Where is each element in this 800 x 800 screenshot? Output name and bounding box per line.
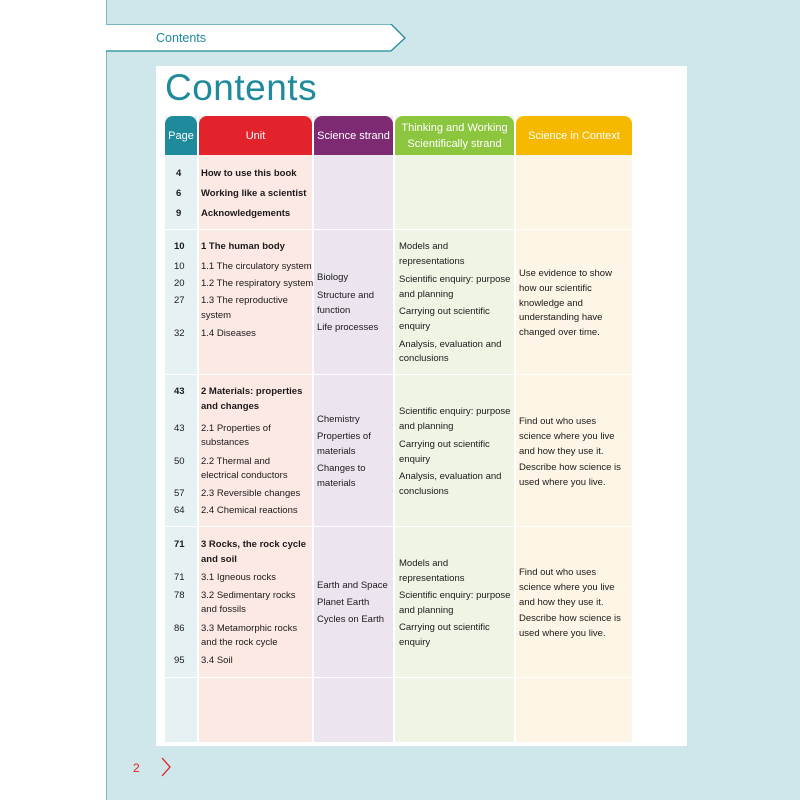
thinking-text: and planning — [399, 421, 454, 432]
topic-entry: 3.3 Metamorphic rocks — [201, 623, 298, 634]
page-number: 86 — [174, 623, 185, 634]
context-text: used where you live. — [519, 477, 606, 488]
header-thinking — [395, 116, 514, 155]
context-text: understanding have — [519, 312, 603, 323]
page-title: Contents — [165, 67, 318, 108]
page-number: 10 — [174, 261, 185, 272]
topic-entry: 2.4 Chemical reactions — [201, 505, 298, 516]
strand-text: materials — [317, 478, 356, 489]
strand-text: Planet Earth — [317, 597, 370, 608]
context-text: science where you live — [519, 582, 615, 593]
page-number: 43 — [174, 386, 185, 397]
context-text: science where you live — [519, 431, 615, 442]
page-number: 50 — [174, 456, 185, 467]
topic-entry: and fossils — [201, 604, 246, 615]
row-divider — [165, 526, 632, 527]
topic-entry: 3.1 Igneous rocks — [201, 572, 276, 583]
row-divider — [165, 229, 632, 230]
context-text: and how they use it. — [519, 446, 604, 457]
page-number: 27 — [174, 295, 185, 306]
page-number: 20 — [174, 278, 185, 289]
topic-entry: and the rock cycle — [201, 637, 278, 648]
section-tab-label: Contents — [156, 31, 207, 45]
topic-entry: electrical conductors — [201, 470, 288, 481]
topic-entry: 2.1 Properties of — [201, 423, 271, 434]
thinking-text: representations — [399, 573, 465, 584]
context-text: changed over time. — [519, 327, 600, 338]
thinking-text: Scientific enquiry: purpose — [399, 406, 511, 417]
page-number: 10 — [174, 241, 185, 252]
section-tab — [106, 24, 406, 52]
page-number: 4 — [176, 168, 182, 179]
column-bg-context — [516, 116, 632, 742]
strand-text: Earth and Space — [317, 580, 388, 591]
thinking-text: enquiry — [399, 637, 431, 648]
topic-entry: 2.3 Reversible changes — [201, 488, 301, 499]
context-text: Find out who uses — [519, 416, 597, 427]
header-thinking-line1: Thinking and Working — [401, 121, 508, 134]
thinking-text: conclusions — [399, 353, 449, 364]
row-divider — [165, 677, 632, 678]
topic-entry: 3.4 Soil — [201, 655, 233, 666]
topic-entry: 1.1 The circulatory system — [201, 261, 312, 272]
header-science-strand: Science strand — [314, 116, 393, 155]
footer-page-number: 2 — [133, 761, 140, 775]
thinking-text: Scientific enquiry: purpose — [399, 274, 511, 285]
strand-text: Cycles on Earth — [317, 614, 385, 625]
page-number: 6 — [176, 188, 182, 199]
contents-entry: How to use this book — [201, 168, 297, 179]
thinking-text: representations — [399, 256, 465, 267]
thinking-text: enquiry — [399, 321, 431, 332]
contents-entry: Acknowledgements — [201, 208, 291, 219]
thinking-text: and planning — [399, 605, 454, 616]
header-thinking-line2: Scientifically strand — [407, 137, 502, 150]
frame-edge-line — [106, 0, 107, 800]
context-text: Use evidence to show — [519, 268, 612, 279]
context-text: Describe how science is — [519, 613, 621, 624]
thinking-text: Analysis, evaluation and — [399, 471, 502, 482]
context-text: Find out who uses — [519, 567, 597, 578]
topic-entry: substances — [201, 437, 250, 448]
page-number: 95 — [174, 655, 185, 666]
thinking-text: Models and — [399, 241, 449, 252]
topic-entry: system — [201, 310, 232, 321]
unit-heading: and changes — [201, 401, 260, 412]
thinking-text: Scientific enquiry: purpose — [399, 590, 511, 601]
strand-text: Changes to — [317, 463, 366, 474]
strand-text: function — [317, 305, 351, 316]
contents-entry: Working like a scientist — [201, 188, 307, 199]
strand-text: Life processes — [317, 322, 379, 333]
strand-text: materials — [317, 446, 356, 457]
page-number: 64 — [174, 505, 185, 516]
topic-entry: 2.2 Thermal and — [201, 456, 271, 467]
topic-entry: 3.2 Sedimentary rocks — [201, 590, 296, 601]
page-number: 71 — [174, 572, 185, 583]
unit-heading: 3 Rocks, the rock cycle — [201, 539, 307, 550]
topic-entry: 1.2 The respiratory system — [201, 278, 314, 289]
unit-heading: and soil — [201, 554, 237, 565]
thinking-text: Carrying out scientific — [399, 439, 490, 450]
page-number: 43 — [174, 423, 185, 434]
thinking-text: and planning — [399, 289, 454, 300]
thinking-text: enquiry — [399, 454, 431, 465]
page-number: 71 — [174, 539, 185, 550]
thinking-text: Models and — [399, 558, 449, 569]
context-text: knowledge and — [519, 298, 583, 309]
unit-heading: 2 Materials: properties — [201, 386, 303, 397]
thinking-text: Carrying out scientific — [399, 306, 490, 317]
context-text: how our scientific — [519, 283, 592, 294]
row-divider — [165, 374, 632, 375]
context-text: and how they use it. — [519, 597, 604, 608]
topic-entry: 1.4 Diseases — [201, 328, 256, 339]
page-number: 32 — [174, 328, 185, 339]
header-page: Page — [165, 116, 197, 155]
topic-entry: 1.3 The reproductive — [201, 295, 288, 306]
strand-text: Properties of — [317, 431, 371, 442]
column-bg-strand — [314, 116, 393, 742]
thinking-text: Carrying out scientific — [399, 622, 490, 633]
chevron-right-icon — [160, 757, 172, 777]
context-text: used where you live. — [519, 628, 606, 639]
strand-text: Structure and — [317, 290, 375, 301]
header-unit: Unit — [199, 116, 312, 155]
strand-text: Biology — [317, 272, 349, 283]
page-number: 78 — [174, 590, 185, 601]
thinking-text: Analysis, evaluation and — [399, 339, 502, 350]
thinking-text: conclusions — [399, 486, 449, 497]
context-text: Describe how science is — [519, 462, 621, 473]
page-number: 57 — [174, 488, 185, 499]
strand-text: Chemistry — [317, 414, 360, 425]
header-context: Science in Context — [516, 116, 632, 155]
unit-heading: 1 The human body — [201, 241, 285, 252]
page-number: 9 — [176, 208, 182, 219]
